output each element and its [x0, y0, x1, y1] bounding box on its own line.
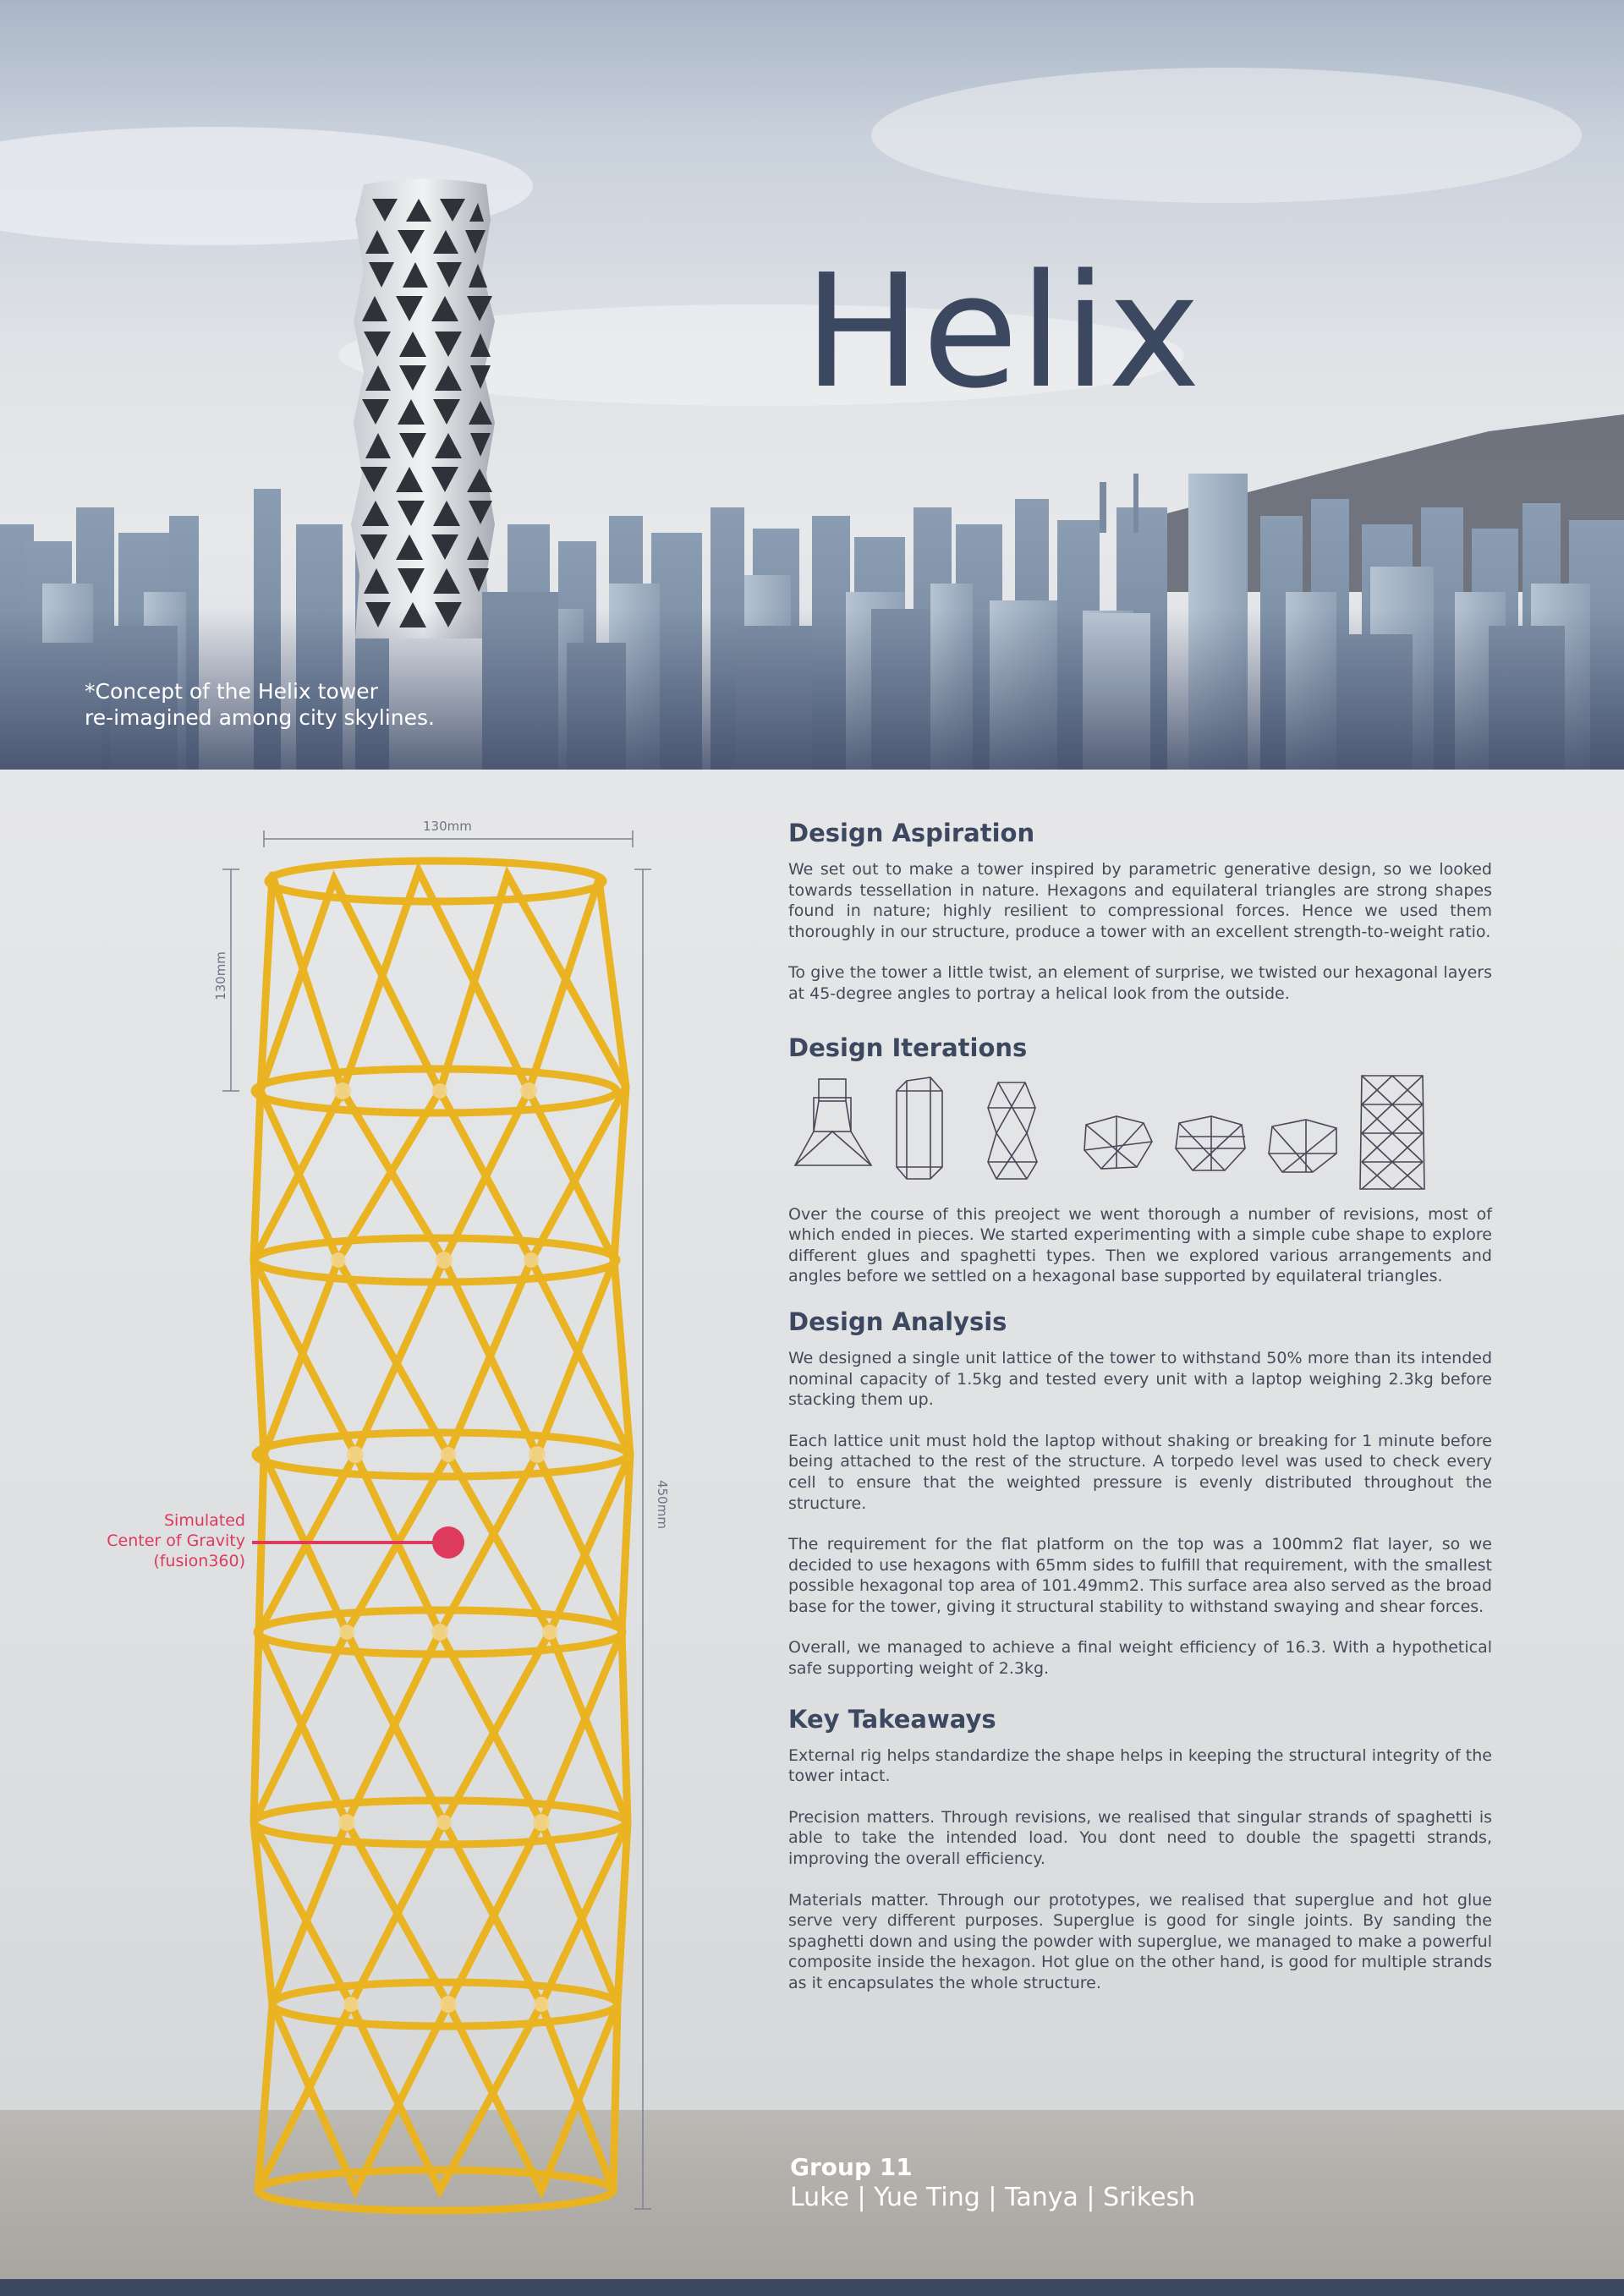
team-members: Luke | Yue Ting | Tanya | Srikesh — [790, 2183, 1196, 2212]
dimension-lines — [222, 830, 651, 2209]
hero-banner — [0, 0, 1624, 770]
section-title: Design Aspiration — [788, 819, 1035, 847]
cog-label-line-2: Center of Gravity — [107, 1532, 245, 1550]
paragraph: Over the course of this preoject we went thorough a number of revisions, most of which ended in pieces. We started experimenting with a simple cube shape to explore different glues and spaghetti types. Then we explored various arrangements and angles before we settled on a hexagonal base supported by equilateral triangles. — [788, 1204, 1492, 1286]
iteration-sketch-4 — [1084, 1116, 1152, 1169]
helix-tower-render — [351, 179, 495, 639]
footer-credits — [790, 2153, 1195, 2214]
section-title: Design Analysis — [788, 1307, 1007, 1336]
center-of-gravity-label — [68, 1510, 245, 1571]
text-column — [788, 819, 1492, 2014]
cog-marker — [432, 1526, 464, 1559]
section-design-iterations — [788, 1033, 1492, 1287]
iteration-sketch-3 — [988, 1082, 1037, 1179]
paragraph: The requirement for the flat platform on the top was a 100mm2 flat layer, so we decided to use hexagons with 65mm sides to fulfill that requirement, with the smallest possible hexagonal top area of 101.49mm2. This surface area also served as the broad base for the tower, giving it structural stability to withstand swaying and shear forces. — [788, 1535, 1492, 1616]
layer-height-dimension-label: 130mm — [212, 951, 228, 1000]
section-key-takeaways — [788, 1705, 1492, 1994]
group-name: Group 11 — [790, 2153, 913, 2181]
paragraph: External rig helps standardize the shape helps in keeping the structural integrity of the tower intact. — [788, 1745, 1492, 1786]
total-height-dimension-label: 450mm — [654, 1480, 670, 1529]
paragraph: We set out to make a tower inspired by parametric generative design, so we looked towards tessellation in nature. Hexagons and equilateral triangles are strong shapes found in nature; highly resilient to compressional forces. Hence we used them thoroughly in our structure, produce a tower with an excellent strength-to-weight ratio. — [788, 860, 1492, 941]
hero-caption-line-2: re-imagined among city skylines. — [85, 705, 435, 730]
section-title: Key Takeaways — [788, 1704, 996, 1734]
iteration-sketches — [788, 1074, 1492, 1192]
paragraph: Each lattice unit must hold the laptop without shaking or breaking for 1 minute before being attached to the rest of the structure. A torpedo level was used to check every cell to ensure that the weighted pressure is evenly distributed throughout the structure. — [788, 1431, 1492, 1513]
iteration-sketch-1 — [795, 1079, 871, 1165]
iteration-sketch-6 — [1269, 1120, 1336, 1172]
paragraph: To give the tower a little twist, an element of surprise, we twisted our hexagonal layers at 45-degree angles to portray a helical look from the outside. — [788, 963, 1492, 1003]
section-design-analysis — [788, 1307, 1492, 1680]
cog-label-line-1: Simulated — [163, 1511, 245, 1530]
paragraph: Precision matters. Through revisions, we realised that singular strands of spaghetti is able to take the intended load. You dont need to double the spagetti strands, improving the overall efficiency. — [788, 1807, 1492, 1869]
iteration-sketch-2 — [897, 1077, 942, 1179]
paragraph: Overall, we managed to achieve a final weight efficiency of 16.3. With a hypothetical safe supporting weight of 2.3kg. — [788, 1638, 1492, 1679]
width-dimension-label: 130mm — [423, 819, 472, 834]
paragraph: Materials matter. Through our prototypes, we realised that superglue and hot glue serve very different purposes. Superglue is good for single joints. By sanding the spaghetti down and using the powder with superglue, we managed to make a powerful composite inside the hexagon. Hot glue on the other hand, is good for multiple strands as it encapsulates the whole structure. — [788, 1890, 1492, 1992]
section-title: Design Iterations — [788, 1033, 1028, 1062]
bottom-bar — [0, 2279, 1624, 2296]
hero-title: Helix — [804, 240, 1202, 423]
iteration-sketch-7 — [1360, 1076, 1424, 1189]
hero-caption — [85, 678, 435, 731]
section-design-aspiration — [788, 819, 1492, 1005]
hero-caption-line-1: *Concept of the Helix tower — [85, 679, 378, 704]
cog-label-line-3: (fusion360) — [153, 1552, 245, 1570]
iteration-sketch-5 — [1176, 1116, 1245, 1170]
paragraph: We designed a single unit lattice of the tower to withstand 50% more than its intended nominal capacity of 1.5kg and tested every unit with a laptop weighing 2.3kg before stacking them up. — [788, 1348, 1492, 1410]
